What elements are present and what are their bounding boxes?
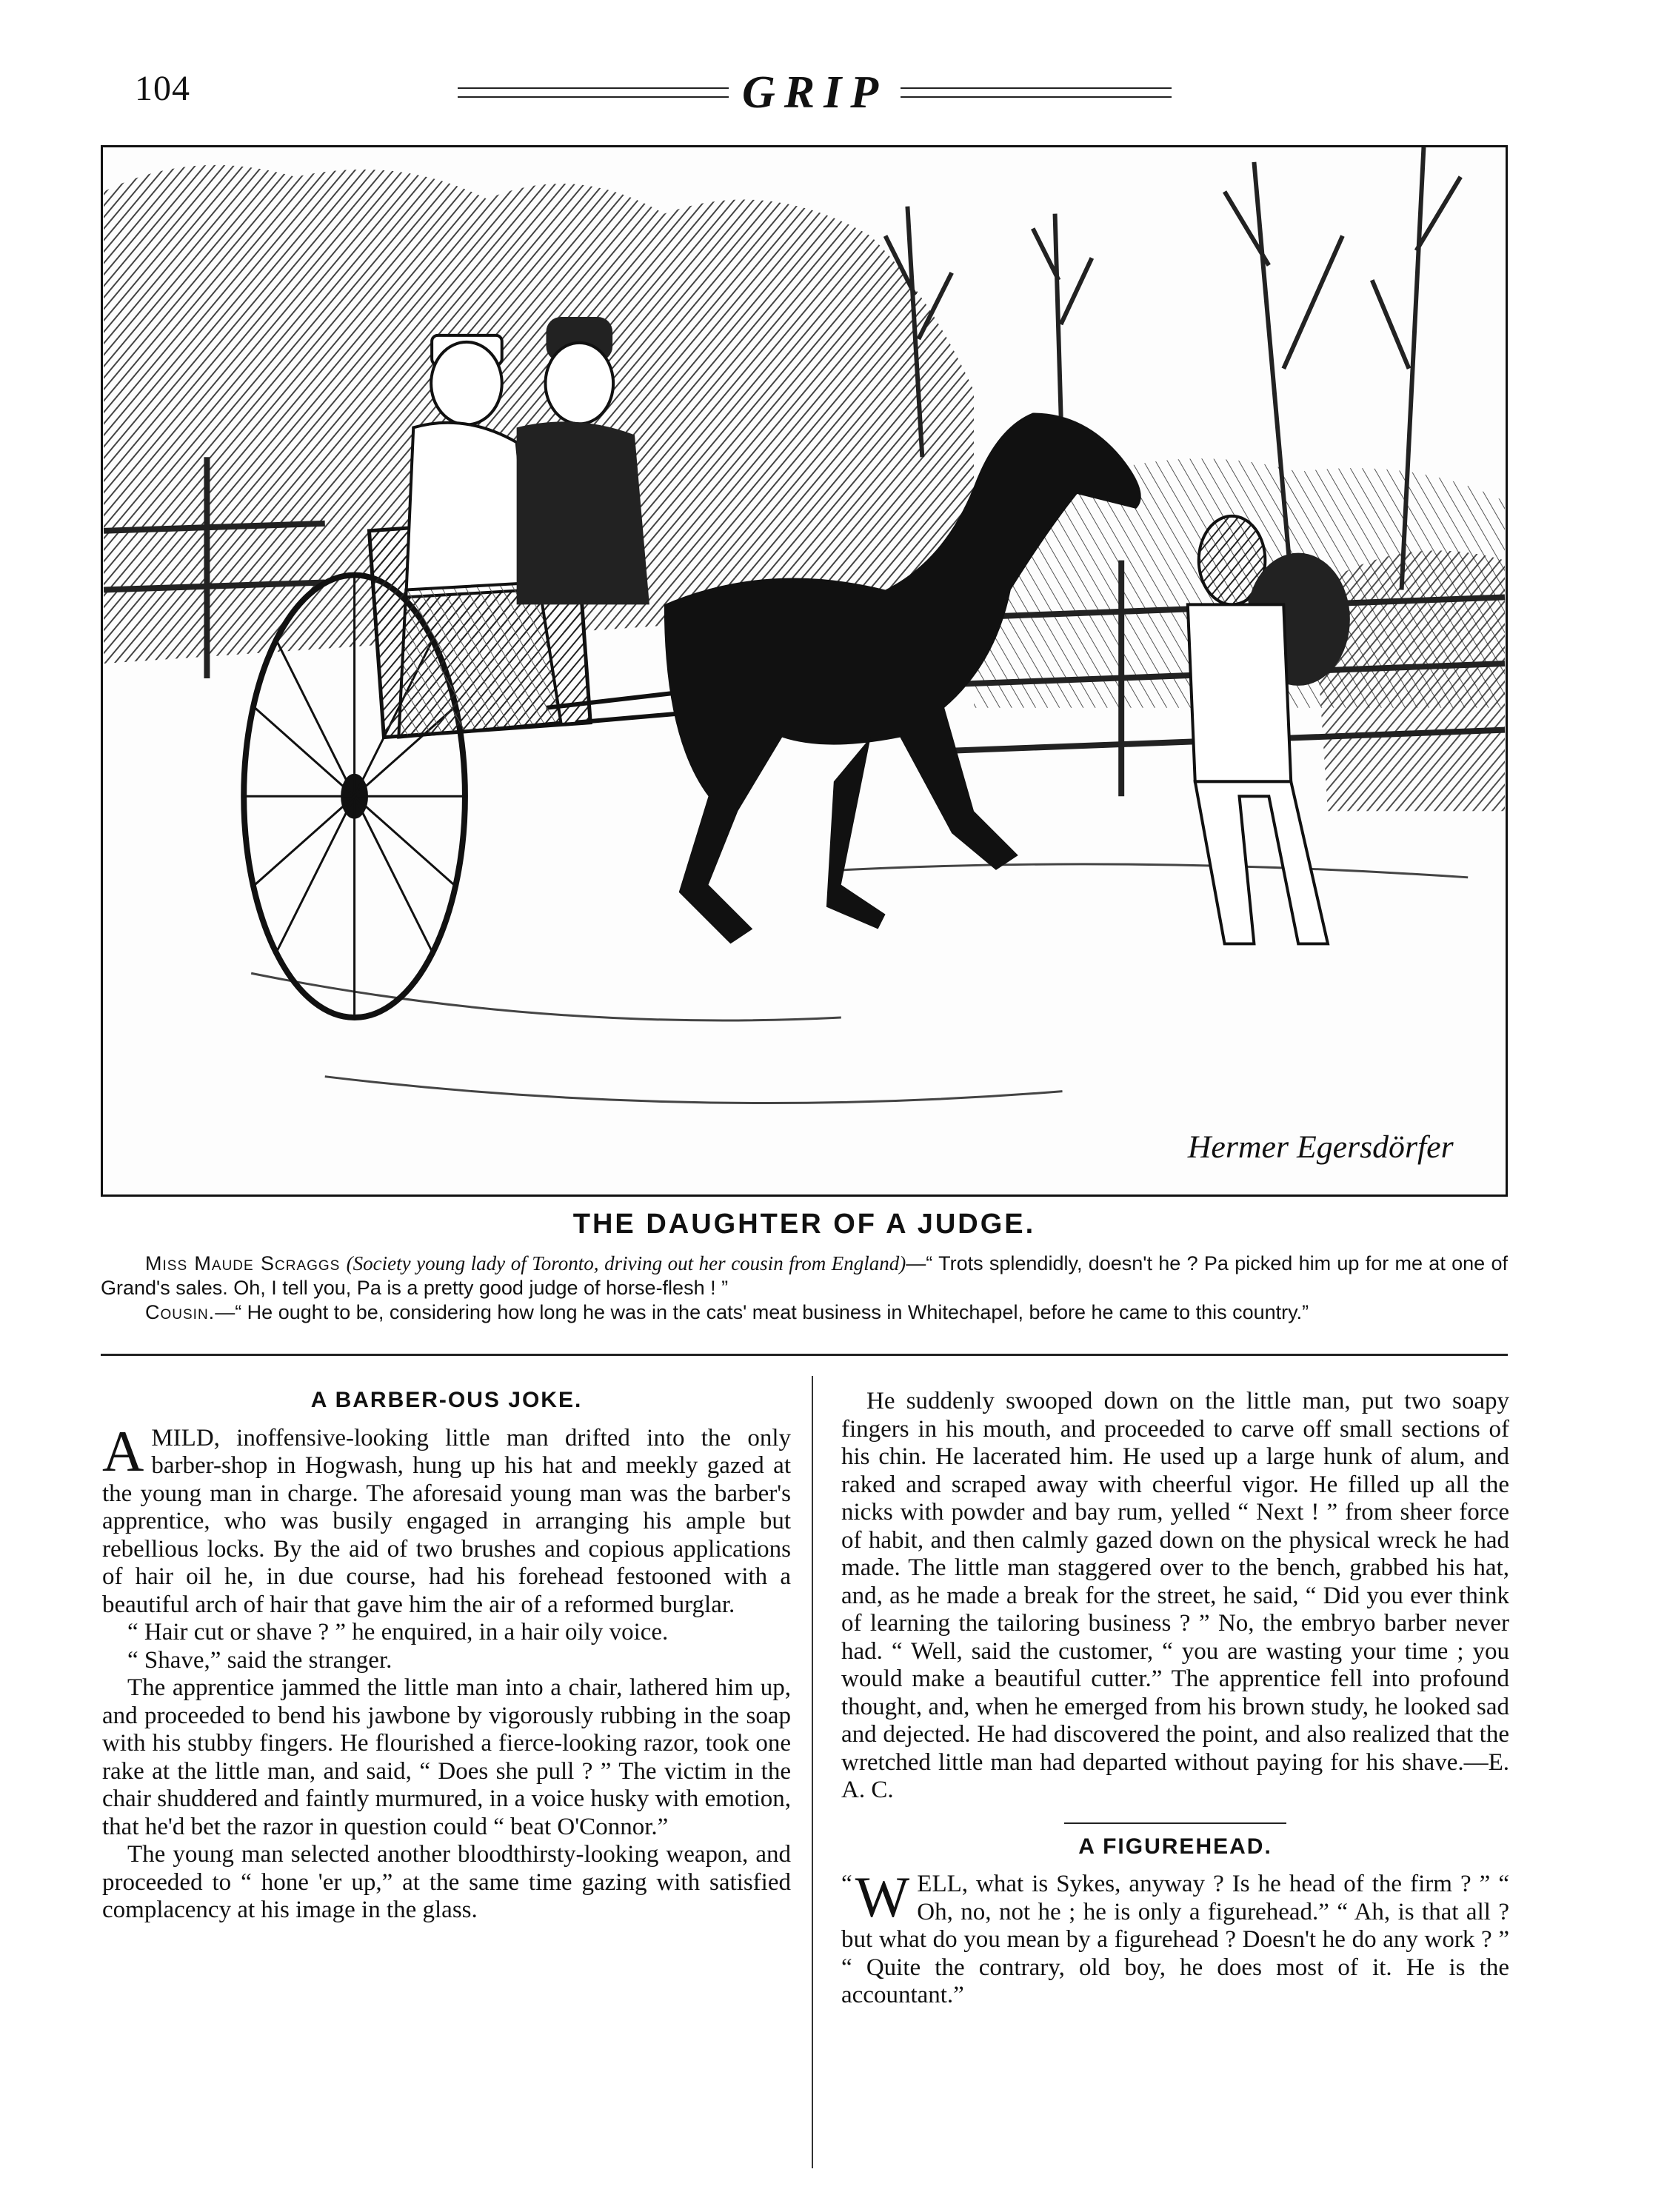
caption-text <box>101 1252 1508 1325</box>
masthead-title: GRIP <box>741 67 888 118</box>
article-1-paragraph-5: The young man selected another bloodthirsty-looking weapon, and proceeded to “ hone 'er up,” at the same time gazing with satisfied complacency at his image in the glass. <box>102 1841 791 1923</box>
article-1-dropcap: A <box>102 1418 144 1483</box>
article-2-title: A FIGUREHEAD. <box>1078 1834 1272 1859</box>
article-1-paragraph-6: He suddenly swooped down on the little man, put two soapy fingers in his mouth, and proceeded to carve off small sections of his chin. He lacerated him. He used up a large hunk of alum, and raked and scraped away with cheerful vigor. He filled up all the nicks with powder and bay rum, yelled “ Next ! ” from sheer force of habit, and then calmly gazed down on the physical wreck he had made. The little man staggered over to the bench, grabbed his hat, and, as he made a break for the street, he said, “ Did you ever think of learning the tailoring business ? ” No, the embryo barber never had. “ Well, said the customer, “ you are wasting your time ; you would make a beautiful cutter.” The apprentice fell into profound thought, and, when he emerged from his brown study, he looked sad and dejected. He had discovered the point, and also realized that the wretched little man had departed without paying for his shave.—E. A. C. <box>841 1388 1509 1803</box>
caption-speaker-1-text: —“ Trots splendidly, doesn't he ? Pa picked him up for me at one of Grand's sales. Oh, I tell you, Pa is a pretty good judge of horse-flesh ! ” <box>101 1252 1508 1299</box>
article-2-open-quote: “ <box>841 1871 852 1897</box>
masthead-rule-right <box>901 87 1172 98</box>
caption-speaker-1-note: (Society young lady of Toronto, driving out her cousin from England) <box>346 1252 906 1274</box>
caption-dialogue-2 <box>101 1300 1508 1325</box>
article-1-title: A BARBER-OUS JOKE. <box>310 1388 583 1412</box>
article-2-text: ELL, what is Sykes, anyway ? Is he head of the firm ? ” “ Oh, no, not he ; he is only a figurehead.” “ Ah, is that all ? but what do you mean by a figurehead ? Doesn't he do any work ? ” “ Quite the contrary, old boy, he does most of it. He is the accountant.” <box>841 1871 1509 2008</box>
masthead <box>444 67 1185 118</box>
article-2-paragraph <box>841 1865 1509 2010</box>
caption-speaker-2-text: —“ He ought to be, considering how long he was in the cats' meat business in Whitechapel, before he came to this country.” <box>215 1301 1309 1323</box>
column-left <box>102 1377 791 1925</box>
article-1-paragraph-1 <box>102 1418 791 1620</box>
cartoon-illustration <box>101 145 1508 1197</box>
caption-title: THE DAUGHTER OF A JUDGE. <box>572 1209 1036 1240</box>
article-1-paragraph-4: The apprentice jammed the little man into a chair, lathered him up, and proceeded to bend his jawbone by vigorously rubbing in the soap with his stubby fingers. He flourished a fierce-looking razor, took one rake at the little man, and said, “ Does she pull ? ” The victim in the chair shuddered and faintly murmured, in a voice husky with emotion, that he'd bet the razor in question could “ beat O'Connor.” <box>102 1674 791 1840</box>
article-1-paragraph-1-text: MILD, inoffensive-looking little man drifted into the only barber-shop in Hogwash, hung up his hat and meekly gazed at the young man in charge. The aforesaid young man was the barber's apprentice, who was busily engaged in arranging his ample but rebellious locks. By the aid of two brushes and copious applications of hair oil he, in due course, had his forehead festooned with a beautiful arch of hair that gave him the air of a reformed burglar. <box>102 1424 791 1618</box>
section-divider <box>101 1354 1508 1356</box>
article-1-paragraph-2: “ Hair cut or shave ? ” he enquired, in a hair oily voice. <box>127 1619 669 1645</box>
caption-dialogue-1 <box>101 1252 1508 1300</box>
cartoon-drawing <box>103 147 1506 1194</box>
page-number: 104 <box>135 69 190 108</box>
masthead-rule-left <box>458 87 729 98</box>
caption-speaker-2: Cousin. <box>145 1301 216 1323</box>
article-1-paragraph-3: “ Shave,” said the stranger. <box>127 1646 392 1674</box>
article-2-dropcap: W <box>855 1865 910 1929</box>
caption-speaker-1: Miss Maude Scraggs <box>145 1252 341 1274</box>
illustration-signature: Hermer Egersdörfer <box>1187 1129 1454 1166</box>
column-rule <box>812 1376 813 2168</box>
article-separator <box>1064 1822 1286 1824</box>
column-right <box>841 1377 1509 2010</box>
